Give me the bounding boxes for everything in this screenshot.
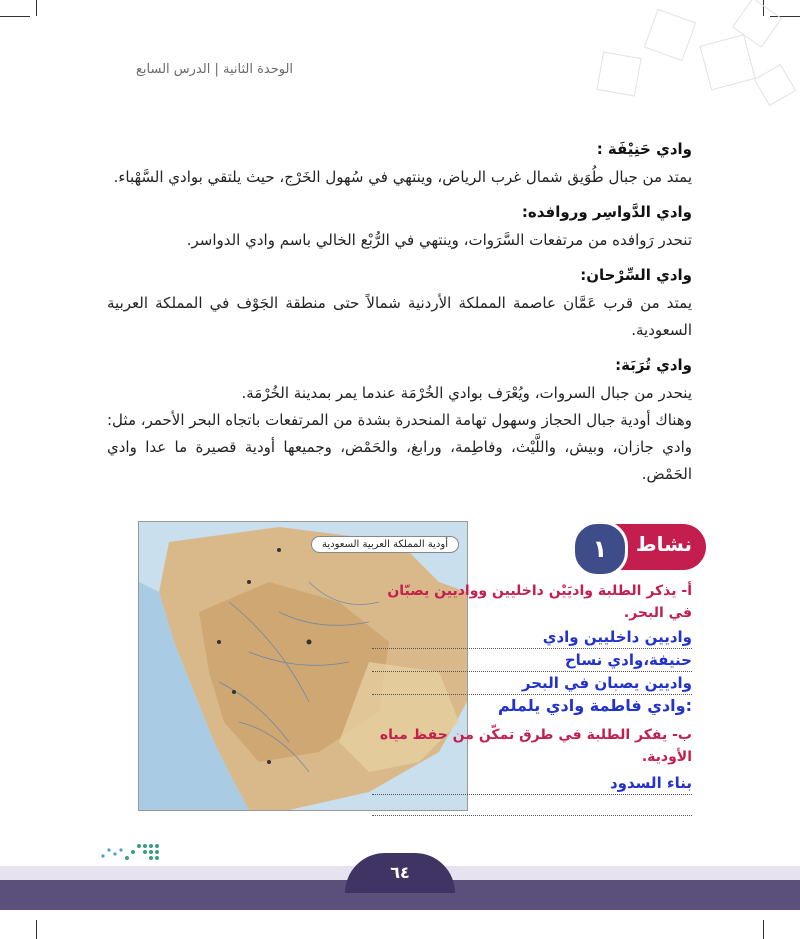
closing-paragraph: وهناك أودية جبال الحجاز وسهول تهامة المنحدرة بشدة من المرتفعات باتجاه البحر الأحمر، مثل: وادي جازان، وبيش، واللَّيْث، وفاطِمة، ورابغ، والحَمْض، وجميعها أودية قصيرة ما عدا وادي الحَمْض. [107, 411, 692, 483]
section-title: وادي السِّرْحان: [580, 266, 692, 284]
question-a-text: أ- يذكر الطلبة واديَيْن داخليين وواديين يصبّان في البحر. [387, 583, 692, 621]
lesson-content [107, 120, 692, 488]
activity-question-a [372, 580, 692, 624]
section-text: يمتد من قرب عَمَّان عاصمة المملكة الأردنية شمالاً حتى منطقة الجَوْف في المملكة العربية السعودية. [107, 294, 692, 339]
crop-mark [36, 920, 37, 939]
crop-mark [763, 920, 764, 939]
section-text: تنحدر رَوافده من مرتفعات السَّرَوات، وينتهي في الرُّبْع الخالي باسم وادي الدواسر. [186, 231, 692, 249]
answer-line: :وادي فاطمة وادي يلملم [497, 696, 692, 715]
answer-a [372, 626, 692, 717]
answer-line: حنيفة،وادي نساح [372, 649, 692, 672]
activity-badge [574, 524, 706, 570]
section-text: يمتد من جبال طُوَيق شمال غرب الرياض، وينتهي في سُهول الخَرْج، حيث يلتقي بوادي السَّهْباء. [113, 168, 692, 186]
answer-line: بناء السدود [372, 772, 692, 795]
header-decoration [500, 0, 800, 120]
section-title: وادي تُرَبَة: [615, 356, 692, 374]
section-title: وادي حَنِيْفَة : [596, 140, 692, 158]
activity-number: ١ [572, 521, 628, 577]
answer-b [372, 772, 692, 816]
breadcrumb: الوحدة الثانية | الدرس السابع [136, 62, 294, 77]
page-number-tab [345, 853, 455, 893]
answer-line: واديين يصبان في البحر [372, 672, 692, 695]
activity-question-b [372, 724, 692, 768]
activity-label: نشاط [635, 532, 692, 556]
crop-mark [0, 16, 30, 17]
map-title: أودية المملكة العربية السعودية [311, 536, 459, 553]
section-text: ينحدر من جبال السروات، ويُعْرَف بوادي الخُرْمَة عندما يمر بمدينة الخُرْمَة. [241, 384, 692, 402]
question-b-text: ب- يفكر الطلبة في طرق تمكّن من حفظ مياه الأودية. [379, 727, 692, 765]
blank-line [372, 795, 692, 816]
page-number: ٦٤ [390, 863, 410, 882]
section-title: وادي الدَّواسِر وروافده: [521, 203, 692, 221]
ministry-logo-mark [57, 840, 167, 864]
crop-mark [36, 0, 37, 16]
answer-line: واديين داخليين وادي [372, 626, 692, 649]
